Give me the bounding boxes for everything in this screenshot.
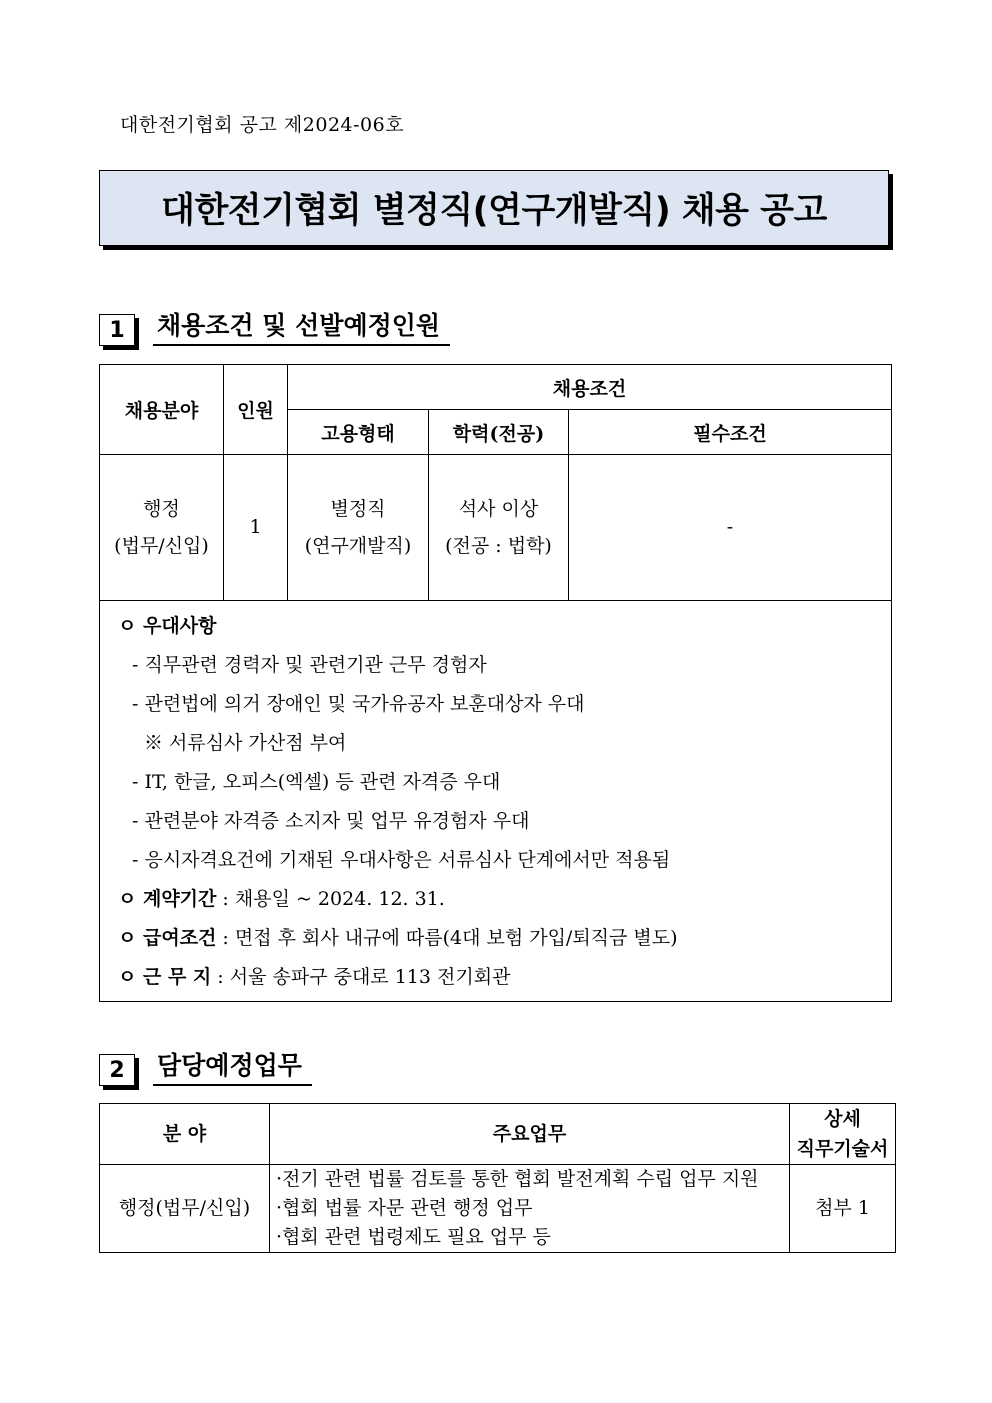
edu-line1: 석사 이상 [458, 497, 539, 520]
recruitment-table [99, 364, 892, 1002]
preference-note: ※ 서류심사 가산점 부여 [144, 732, 347, 754]
type-line2: (연구개발직) [304, 534, 412, 557]
section2-number: 2 [99, 1054, 135, 1086]
contract-period [118, 880, 891, 919]
cell-field [100, 455, 224, 601]
location-label: ㅇ 근 무 지 [118, 966, 212, 988]
cell-education [429, 455, 569, 601]
header-job-description [790, 1104, 896, 1165]
duty-item: ·협회 관련 법령제도 필요 업무 등 [276, 1226, 551, 1248]
document-title: 대한전기협회 별정직(연구개발직) 채용 공고 [161, 191, 827, 231]
section1-number: 1 [99, 314, 135, 346]
contract-value: : 채용일 ~ 2024. 12. 31. [216, 888, 445, 910]
contract-label: ㅇ 계약기간 [118, 888, 217, 910]
header-count: 인원 [224, 365, 288, 455]
preference-item: - 직무관련 경력자 및 관련기관 근무 경험자 [132, 654, 487, 676]
header-duties: 주요업무 [270, 1104, 790, 1165]
desc-line2: 직무기술서 [796, 1138, 889, 1160]
desc-line1: 상세 [824, 1108, 861, 1130]
title-box [99, 170, 889, 246]
cell-duties [270, 1165, 790, 1253]
section2-title: 담당예정업무 [153, 1046, 312, 1086]
cell-attachment: 첨부 1 [790, 1165, 896, 1253]
notes-cell [100, 601, 892, 1002]
salary-value: : 면접 후 회사 내규에 따름(4대 보험 가입/퇴직금 별도) [216, 927, 678, 949]
preference-item: - 관련분야 자격증 소지자 및 업무 유경험자 우대 [132, 810, 530, 832]
duty-item: ·전기 관련 법률 검토를 통한 협회 발전계획 수립 업무 지원 [276, 1168, 759, 1190]
notice-number: 대한전기협회 공고 제2024-06호 [120, 114, 405, 136]
salary-terms [118, 919, 891, 958]
field-line1: 행정 [143, 497, 180, 520]
preference-item: - IT, 한글, 오피스(엑셀) 등 관련 자격증 우대 [132, 771, 501, 793]
preferences-heading: ㅇ 우대사항 [118, 615, 217, 637]
preference-item: - 관련법에 의거 장애인 및 국가유공자 보훈대상자 우대 [132, 693, 585, 715]
preference-item: - 응시자격요건에 기재된 우대사항은 서류심사 단계에서만 적용됨 [132, 849, 671, 871]
cell-employment-type [288, 455, 429, 601]
header-employment-type: 고용형태 [288, 410, 429, 455]
location-value: : 서울 송파구 중대로 113 전기회관 [211, 966, 511, 988]
salary-label: ㅇ 급여조건 [118, 927, 217, 949]
header-requirements: 필수조건 [569, 410, 892, 455]
header-field2: 분 야 [100, 1104, 270, 1165]
edu-line2: (전공 : 법학) [445, 534, 552, 557]
section1-heading [99, 306, 450, 346]
duties-table [99, 1103, 896, 1253]
header-field: 채용분야 [100, 365, 224, 455]
type-line1: 별정직 [330, 497, 386, 520]
field-line2: (법무/신입) [114, 534, 209, 557]
cell-requirements: - [569, 455, 892, 601]
header-conditions: 채용조건 [288, 365, 892, 410]
section1-title: 채용조건 및 선발예정인원 [153, 306, 450, 346]
duty-item: ·협회 법률 자문 관련 행정 업무 [276, 1197, 533, 1219]
header-education: 학력(전공) [429, 410, 569, 455]
cell-count: 1 [224, 455, 288, 601]
section2-heading [99, 1046, 312, 1086]
cell-field2: 행정(법무/신입) [100, 1165, 270, 1253]
work-location [118, 958, 891, 997]
